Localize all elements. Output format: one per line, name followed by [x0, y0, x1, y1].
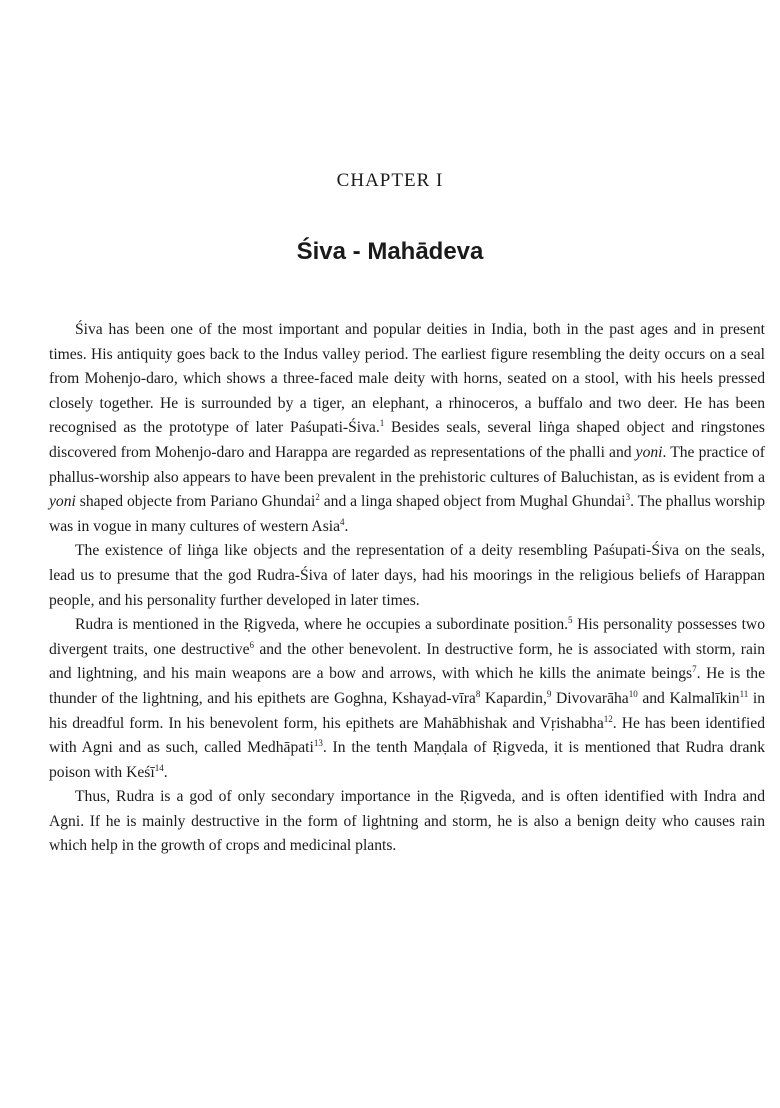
- footnote-marker: 13: [313, 737, 323, 748]
- italic-term: yoni: [49, 493, 76, 511]
- body-paragraph: [49, 318, 765, 539]
- footnote-marker: 9: [546, 688, 552, 699]
- footnote-marker: 3: [625, 491, 631, 502]
- body-paragraph: [49, 613, 765, 785]
- footnote-marker: 12: [603, 713, 613, 724]
- body-paragraph: [49, 539, 765, 613]
- text-run: and Kalmalīkin: [637, 689, 740, 707]
- footnote-marker: 11: [739, 688, 749, 699]
- text-run: . In the tenth Maṇḍala of Ṛigveda, it is mentioned that Rudra drank poison with Keśī: [49, 739, 765, 781]
- text-run: . The practice of phallus-worship also appears to have been prevalent in the prehistoric cultures of Baluchistan, as is evident from a: [49, 443, 765, 486]
- footnote-marker: 8: [475, 688, 481, 699]
- text-run: Rudra is mentioned in the Ṛigveda, where he occupies a subordinate position.: [75, 616, 569, 634]
- text-run: Divovarāha: [551, 689, 629, 707]
- text-run: Besides seals, several liṅga shaped object and ringstones discovered from Mohenjo-daro and Harappa are regarded as representations of the phalli and: [49, 419, 765, 461]
- text-run: shaped objecte from Pariano Ghundai: [75, 493, 316, 511]
- body-paragraph: [49, 785, 765, 859]
- text-run: .: [163, 763, 168, 781]
- text-run: Kapardin,: [480, 689, 547, 707]
- text-run: .: [344, 517, 349, 535]
- text-run: and a linga shaped object from Mughal Ghundai: [319, 493, 626, 511]
- footnote-marker: 5: [568, 614, 573, 625]
- text-run: in his dreadful form. In his benevolent form, his epithets are Mahābhishak and Vṛishabha: [49, 689, 766, 732]
- footnote-marker: 10: [628, 688, 638, 699]
- text-run: . The phallus worship was in vogue in many cultures of western Asia: [49, 493, 766, 535]
- text-run: His personality possesses two divergent traits, one destructive: [49, 616, 765, 658]
- text-run: . He has been identified with Agni and as such, called Medhāpati: [49, 714, 765, 757]
- italic-term: yoni: [635, 443, 663, 461]
- text-run: Thus, Rudra is a god of only secondary importance in the Ṛigveda, and is often identified with Indra and Agni. If he is mainly destructive in the form of lightning and storm, he is also a benign deity who causes rain which help in the growth of crops and medicinal plants.: [49, 788, 765, 855]
- footnote-marker: 6: [249, 639, 255, 650]
- footnote-marker: 1: [379, 418, 385, 429]
- footnote-marker: 14: [154, 762, 164, 773]
- text-run: Śiva has been one of the most important and popular deities in India, both in the past ages and in present times. His antiquity goes back to the Indus valley period. The earliest figure resembling the deity occurs on a seal from Mohenjo-daro, which shows a three-faced male deity with horns, seated on a stool, with his heels pressed closely together. He is surrounded by a tiger, an elephant, a rhinoceros, a buffalo and two deer. He has been recognised as the prototype of later Paśupati-Śiva.: [49, 321, 765, 437]
- chapter-title: Śiva - Mahādeva: [296, 238, 484, 265]
- footnote-marker: 4: [340, 516, 345, 527]
- chapter-label: CHAPTER I: [336, 170, 444, 191]
- footnote-marker: 7: [692, 664, 697, 675]
- text-run: . He is the thunder of the lightning, and his epithets are Goghna, Kshayad-vīra: [49, 665, 765, 707]
- text-run: The existence of liṅga like objects and the representation of a deity resembling Paśupati-Śiva on the seals, lead us to presume that the god Rudra-Śiva of later days, had his moorings in the religious beliefs of Harappan people, and his personality further developed in later times.: [49, 542, 765, 609]
- text-run: and the other benevolent. In destructive form, he is associated with storm, rain and lightning, and his main weapons are a bow and arrows, with which he kills the animate beings: [49, 640, 766, 683]
- chapter-body: [49, 318, 765, 859]
- footnote-marker: 2: [315, 491, 320, 502]
